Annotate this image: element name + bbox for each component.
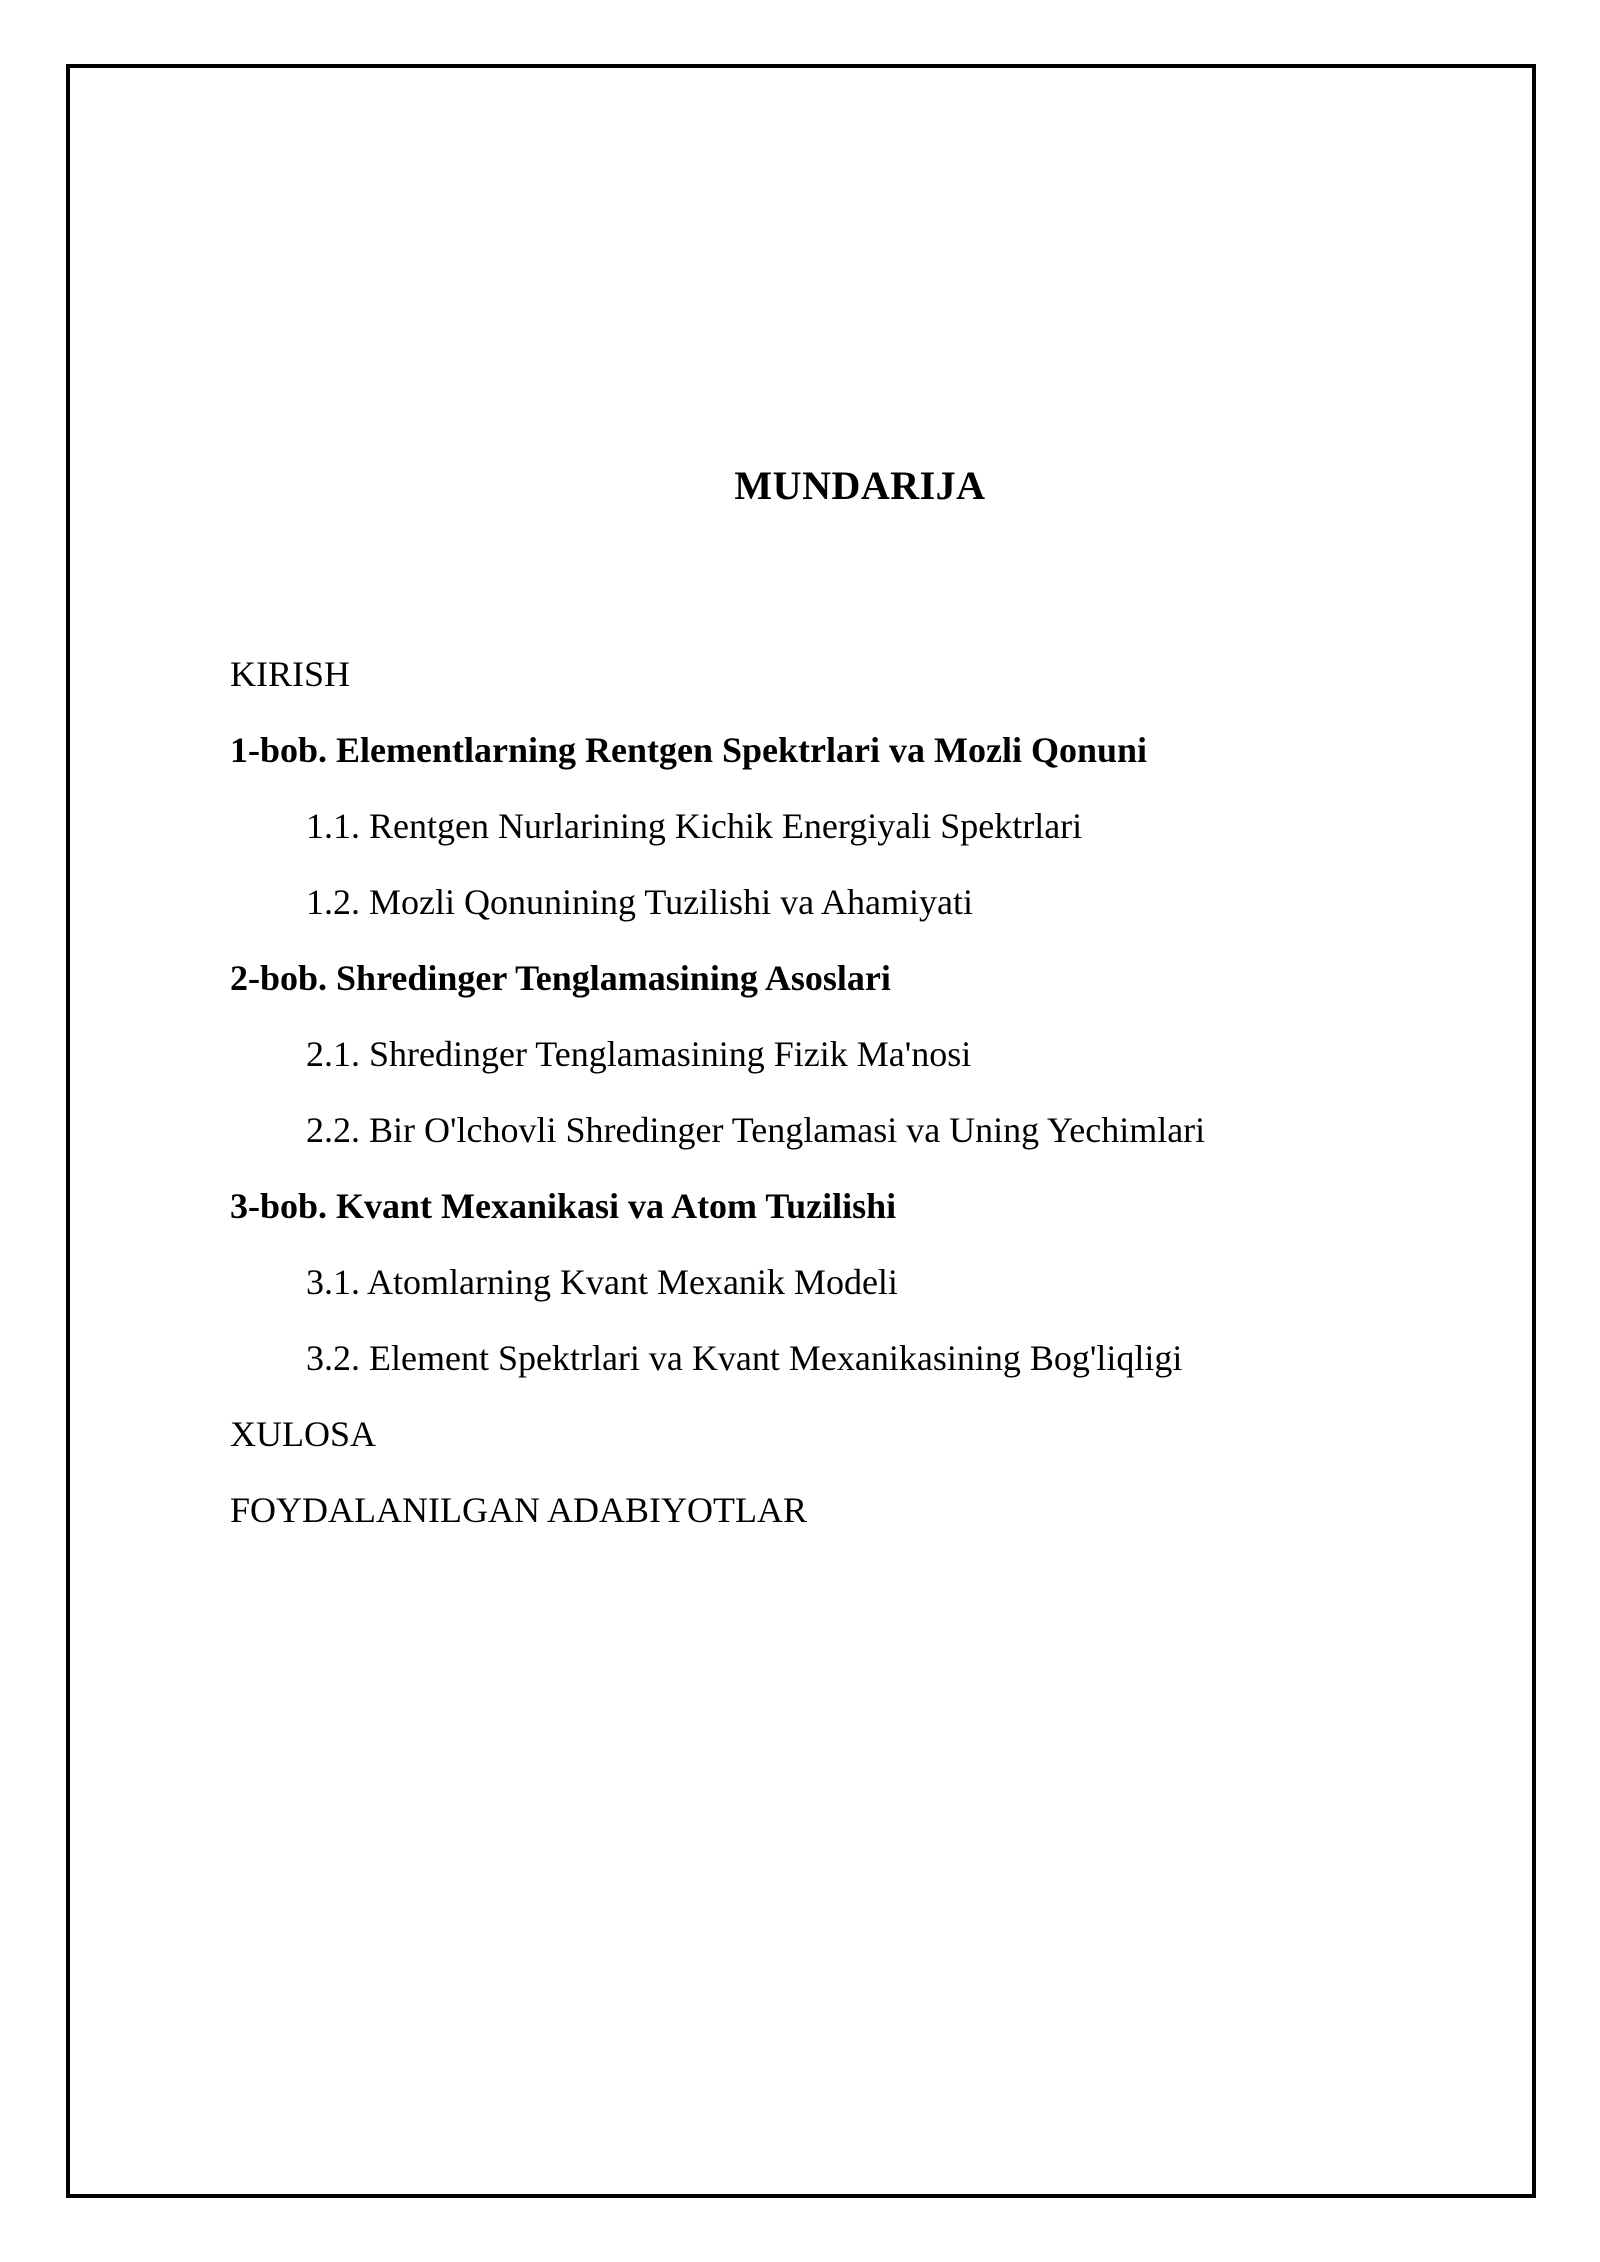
toc-chapter-3: 3-bob. Kvant Mexanikasi va Atom Tuzilishi <box>230 1186 897 1226</box>
toc-item-adabiyotlar: FOYDALANILGAN ADABIYOTLAR <box>230 1490 807 1530</box>
toc-section-1-1: 1.1. Rentgen Nurlarining Kichik Energiyali Spektrlari <box>306 806 1083 846</box>
toc-section-1-2: 1.2. Mozli Qonunining Tuzilishi va Ahamiyati <box>306 882 974 922</box>
page-title: MUNDARIJA <box>734 463 986 508</box>
table-of-contents <box>230 636 1430 1548</box>
toc-section-2-1: 2.1. Shredinger Tenglamasining Fizik Ma'nosi <box>306 1034 972 1074</box>
toc-section-3-1: 3.1. Atomlarning Kvant Mexanik Modeli <box>306 1262 898 1302</box>
toc-item-xulosa: XULOSA <box>230 1414 377 1454</box>
toc-chapter-2: 2-bob. Shredinger Tenglamasining Asoslari <box>230 958 891 998</box>
toc-item-kirish: KIRISH <box>230 654 351 694</box>
toc-chapter-1: 1-bob. Elementlarning Rentgen Spektrlari va Mozli Qonuni <box>230 730 1148 770</box>
toc-section-2-2: 2.2. Bir O'lchovli Shredinger Tenglamasi va Uning Yechimlari <box>306 1110 1206 1150</box>
toc-section-3-2: 3.2. Element Spektrlari va Kvant Mexanikasining Bog'liqligi <box>306 1338 1183 1378</box>
